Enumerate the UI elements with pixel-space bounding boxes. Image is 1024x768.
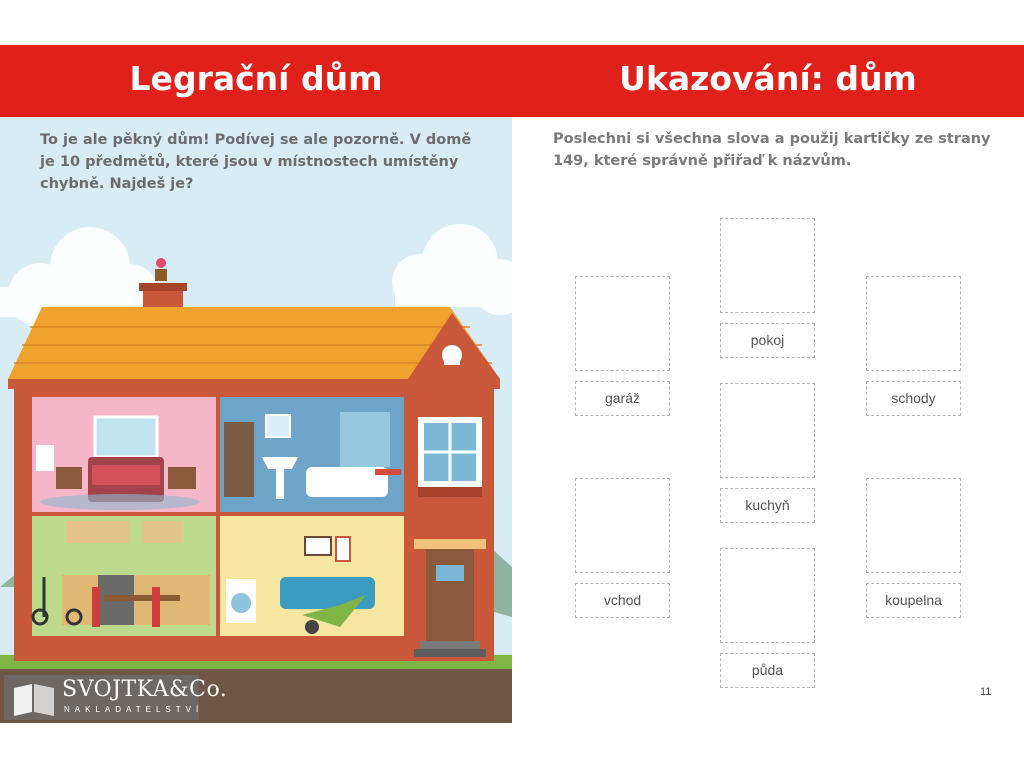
label-pokoj: pokoj: [720, 323, 815, 358]
card-slot-kuchyn[interactable]: [720, 383, 815, 478]
page-number: 11: [980, 686, 992, 698]
card-slot-garaz[interactable]: [575, 276, 670, 371]
flower-pot: [155, 269, 167, 281]
cloud-right: [392, 224, 512, 315]
label-puda: půda: [720, 653, 815, 688]
left-page-title: Legrační dům: [129, 59, 383, 98]
card-slot-koupelna[interactable]: [866, 478, 961, 573]
book-icon: [10, 678, 60, 718]
card-slot-vchod[interactable]: [575, 478, 670, 573]
label-vchod: vchod: [575, 583, 670, 618]
title-band: [0, 45, 1024, 117]
card-slot-schody[interactable]: [866, 276, 961, 371]
label-schody: schody: [866, 381, 961, 416]
card-slot-puda[interactable]: [720, 548, 815, 643]
label-kuchyn: kuchyň: [720, 488, 815, 523]
publisher-logo: [4, 675, 228, 720]
publisher-subtitle: NAKLADATELSTVÍ: [64, 705, 204, 714]
label-garaz: garáž: [575, 381, 670, 416]
card-slot-pokoj[interactable]: [720, 218, 815, 313]
house-illustration: [0, 117, 512, 723]
label-koupelna: koupelna: [866, 583, 961, 618]
right-page-title: Ukazování: dům: [619, 59, 917, 98]
intro-text: To je ale pěkný dům! Podívej se ale pozorně. V domě je 10 předmětů, které jsou v místnostech umístěny chybně. Najdeš je?: [40, 132, 472, 192]
front-door: [426, 549, 474, 641]
publisher-name: SVOJTKA&Co.: [62, 677, 228, 702]
left-page: [0, 117, 512, 723]
instruction-text: Poslechni si všechna slova a použij kartičky ze strany 149, které správně přiřaď k názvům.: [553, 131, 991, 169]
